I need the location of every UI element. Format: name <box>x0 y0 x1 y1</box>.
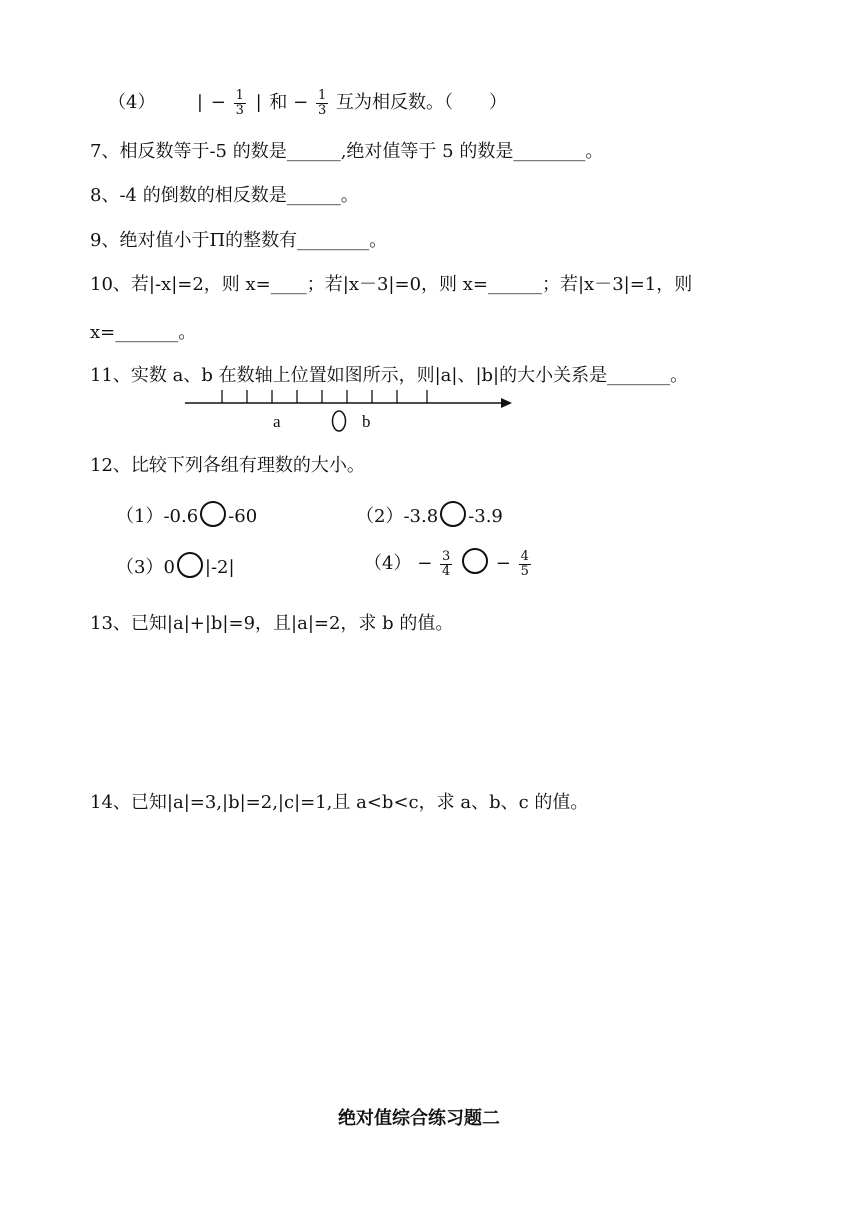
minus-sign: − <box>293 92 309 114</box>
compare-part-1 <box>116 507 257 527</box>
number-line-figure <box>0 385 860 435</box>
fraction-one-third <box>234 89 246 117</box>
fraction-denominator: 4 <box>442 563 451 579</box>
abs-bar-close: | <box>255 92 262 114</box>
compare-circle-icon <box>200 501 226 527</box>
fraction-numerator: 1 <box>235 88 244 103</box>
arrow-head-icon <box>501 398 512 408</box>
fraction-numerator: 4 <box>520 549 529 564</box>
origin-zero-oval <box>333 411 346 431</box>
label-a: a <box>273 412 281 431</box>
minus-sign: − <box>417 553 433 575</box>
fraction-four-fifths <box>519 550 531 578</box>
compare-circle-icon <box>440 501 466 527</box>
fraction-three-fourths <box>440 550 452 578</box>
question-6-4 <box>108 89 507 117</box>
compare-part-4 <box>364 550 533 578</box>
part-1-right: -60 <box>228 506 258 527</box>
connector-text: 和 <box>269 92 288 114</box>
fraction-denominator: 5 <box>520 563 529 579</box>
question-tail: 互为相反数。（ ） <box>335 92 507 114</box>
part-2-right: -3.9 <box>468 506 503 527</box>
question-9: 9、绝对值小于Π的整数有________。 <box>90 230 388 251</box>
part-2-left: （2）-3.8 <box>356 506 439 527</box>
part-3-right: |-2| <box>204 557 235 578</box>
compare-part-3 <box>116 558 235 578</box>
label-b: b <box>362 412 371 431</box>
part-4-label: （4） <box>364 553 412 575</box>
fraction-numerator: 3 <box>442 549 451 564</box>
part-1-left: （1）-0.6 <box>116 506 199 527</box>
question-10-line-1: 10、若|-x|=2，则 x=____；若|x－3|=0，则 x=______；若|x－3|=1，则 <box>90 274 693 295</box>
abs-bar-open: | <box>196 92 203 114</box>
item-number: （4） <box>108 92 156 114</box>
fraction-numerator: 1 <box>317 88 327 103</box>
fraction-denominator: 3 <box>235 102 244 118</box>
compare-part-2 <box>356 507 503 527</box>
part-3-left: （3）0 <box>116 557 175 578</box>
question-11: 11、实数 a、b 在数轴上位置如图所示，则|a|、|b|的大小关系是_______。 <box>90 365 689 386</box>
fraction-one-third <box>316 89 328 117</box>
compare-circle-icon <box>462 548 488 574</box>
fraction-denominator: 3 <box>317 102 327 118</box>
question-14: 14、已知|a|=3,|b|=2,|c|=1,且 a<b<c，求 a、b、c 的值。 <box>90 792 589 813</box>
question-7: 7、相反数等于-5 的数是______,绝对值等于 5 的数是________。 <box>90 141 604 162</box>
minus-sign: − <box>210 92 226 114</box>
minus-sign: − <box>495 553 511 575</box>
section-title: 绝对值综合练习题二 <box>338 1108 500 1129</box>
question-10-line-2: x=_______。 <box>90 322 197 343</box>
question-12: 12、比较下列各组有理数的大小。 <box>90 455 365 476</box>
compare-circle-icon <box>177 552 203 578</box>
question-13: 13、已知|a|+|b|=9，且|a|=2，求 b 的值。 <box>90 613 454 634</box>
question-8: 8、-4 的倒数的相反数是______。 <box>90 185 359 206</box>
